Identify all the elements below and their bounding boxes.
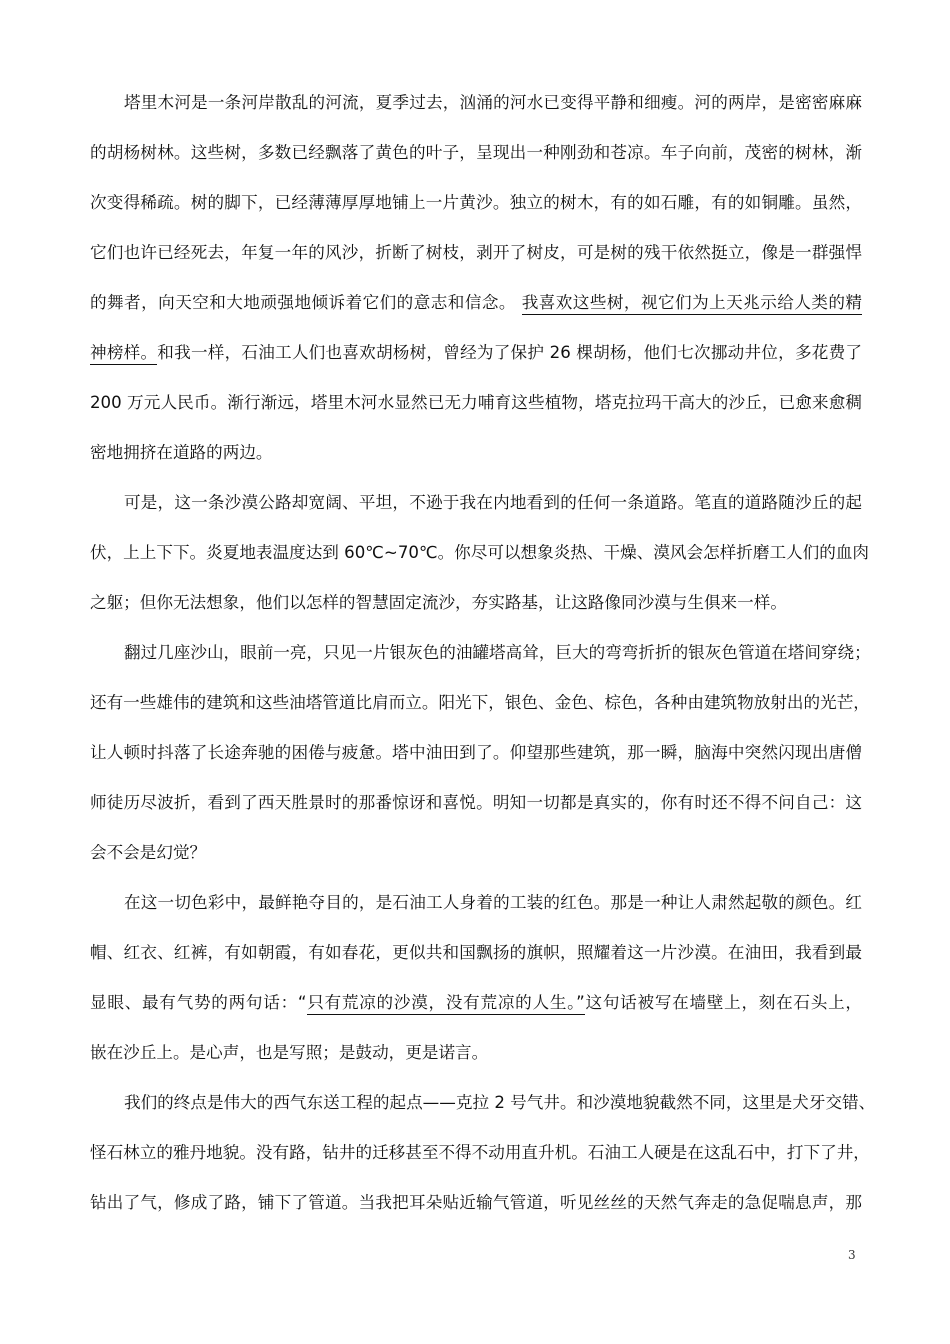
- text-segment: 嵌在沙丘上。是心声，也是写照；是鼓动，更是诺言。: [90, 1043, 489, 1062]
- text-segment: 之躯；但你无法想象，他们以怎样的智慧固定流沙，夯实路基，让这路像同沙漠与生俱来一样。: [90, 593, 787, 612]
- text-segment: 钻出了气，修成了路，铺下了管道。当我把耳朵贴近输气管道，听见丝丝的天然气奔走的急促喘息声，那: [90, 1193, 862, 1212]
- paragraph-1-line-3: [90, 188, 862, 218]
- text-segment: 我们的终点是伟大的西气东送工程的起点——克拉 2 号气井。和沙漠地貌截然不同，这里是犬牙交错、: [124, 1093, 876, 1112]
- paragraph-3-line-4: [90, 788, 862, 818]
- text-segment: 帽、红衣、红裤，有如朝霞，有如春花，更似共和国飘扬的旗帜，照耀着这一片沙漠。在油田，我看到最: [90, 943, 862, 962]
- paragraph-4-line-2: [90, 938, 862, 968]
- paragraph-1-line-8: [90, 438, 862, 468]
- paragraph-4-line-3: [90, 988, 862, 1018]
- paragraph-2-line-2: [90, 538, 870, 568]
- text-segment: 200 万元人民币。渐行渐远，塔里木河水显然已无力哺育这些植物，塔克拉玛干高大的沙丘，已愈来愈稠: [90, 393, 862, 412]
- text-segment: 这句话被写在墙壁上，刻在石头上，: [584, 993, 863, 1012]
- text-segment: 怪石林立的雅丹地貌。没有路，钻井的迁移甚至不得不动用直升机。石油工人硬是在这乱石中，打下了井，: [90, 1143, 870, 1162]
- text-segment: 让人顿时抖落了长途奔驰的困倦与疲惫。塔中油田到了。仰望那些建筑，那一瞬，脑海中突然闪现出唐僧: [90, 743, 862, 762]
- paragraph-3-line-5: [90, 838, 862, 868]
- text-segment: 次变得稀疏。树的脚下，已经薄薄厚厚地铺上一片黄沙。独立的树木，有的如石雕，有的如铜雕。虽然，: [90, 193, 862, 212]
- paragraph-3-line-1: [124, 638, 871, 668]
- text-segment: 密地拥挤在道路的两边。: [90, 443, 273, 462]
- underlined-text: 神榜样。: [90, 343, 157, 365]
- paragraph-2-line-3: [90, 588, 862, 618]
- underlined-text: 只有荒凉的沙漠，没有荒凉的人生。”: [307, 993, 585, 1015]
- paragraph-5-line-1: [124, 1088, 876, 1118]
- paragraph-1-line-7: [90, 388, 862, 418]
- text-segment: 伏，上上下下。炎夏地表温度达到 60℃~70℃。你尽可以想象炎热、干燥、漠风会怎样折磨工人们的血肉: [90, 543, 870, 562]
- paragraph-3-line-3: [90, 738, 862, 768]
- text-segment: 还有一些雄伟的建筑和这些油塔管道比肩而立。阳光下，银色、金色、棕色，各种由建筑物放射出的光芒，: [90, 693, 870, 712]
- text-segment: 翻过几座沙山，眼前一亮，只见一片银灰色的油罐塔高耸，巨大的弯弯折折的银灰色管道在塔间穿绕；: [124, 643, 871, 662]
- underlined-text: 我喜欢这些树，视它们为上天兆示给人类的精: [522, 293, 862, 315]
- text-segment: 显眼、最有气势的两句话：“: [90, 993, 307, 1012]
- paragraph-2-line-1: [124, 488, 862, 518]
- paragraph-1-line-4: [90, 238, 862, 268]
- paragraph-1-line-2: [90, 138, 862, 168]
- paragraph-5-line-2: [90, 1138, 870, 1168]
- paragraph-5-line-3: [90, 1188, 862, 1218]
- paragraph-4-line-4: [90, 1038, 862, 1068]
- text-segment: 和我一样，石油工人们也喜欢胡杨树，曾经为了保护 26 棵胡杨，他们七次挪动井位，多花费了: [157, 343, 863, 362]
- paragraph-1-line-5: [90, 288, 862, 318]
- paragraph-3-line-2: [90, 688, 870, 718]
- text-segment: 它们也许已经死去，年复一年的风沙，折断了树枝，剥开了树皮，可是树的残干依然挺立，像是一群强悍: [90, 243, 862, 262]
- text-segment: 师徒历尽波折，看到了西天胜景时的那番惊讶和喜悦。明知一切都是真实的，你有时还不得不问自己：这: [90, 793, 862, 812]
- text-segment: 的胡杨树林。这些树，多数已经飘落了黄色的叶子，呈现出一种刚劲和苍凉。车子向前，茂密的树林，渐: [90, 143, 862, 162]
- page-number: 3: [848, 1248, 856, 1262]
- paragraph-4-line-1: [124, 888, 862, 918]
- text-segment: 塔里木河是一条河岸散乱的河流，夏季过去，汹涌的河水已变得平静和细瘦。河的两岸，是密密麻麻: [124, 93, 862, 112]
- text-segment: 的舞者，向天空和大地顽强地倾诉着它们的意志和信念。: [90, 293, 522, 312]
- text-segment: 可是，这一条沙漠公路却宽阔、平坦，不逊于我在内地看到的任何一条道路。笔直的道路随沙丘的起: [124, 493, 862, 512]
- paragraph-1-line-1: [124, 88, 862, 118]
- text-segment: 在这一切色彩中，最鲜艳夺目的，是石油工人身着的工装的红色。那是一种让人肃然起敬的颜色。红: [124, 893, 862, 912]
- paragraph-1-line-6: [90, 338, 862, 368]
- text-segment: 会不会是幻觉？: [90, 843, 207, 862]
